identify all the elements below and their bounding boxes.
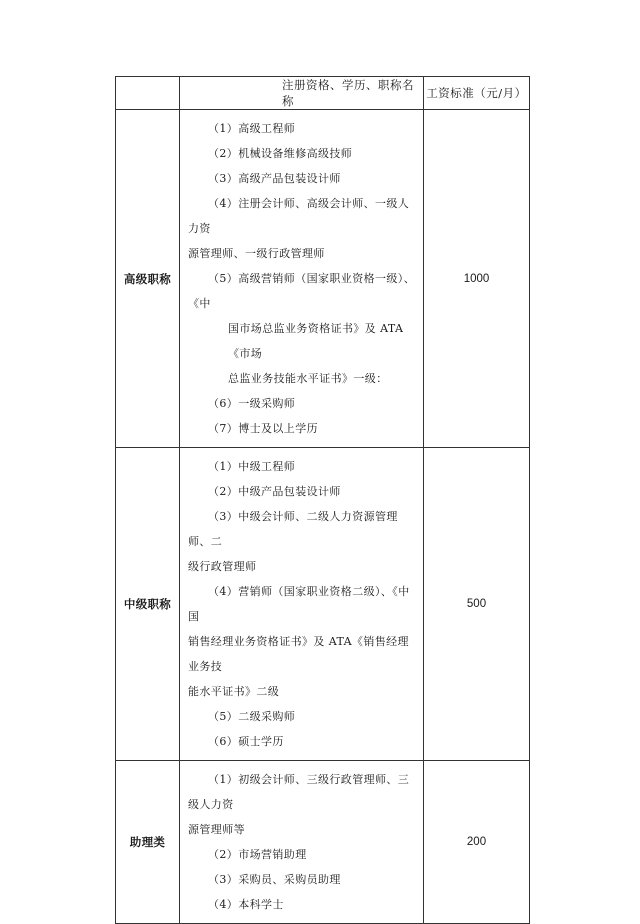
item-text-continued: 国市场总监业务资格证书》及 ATA《市场 — [228, 322, 404, 360]
table-header-row — [116, 77, 530, 110]
category-cell: 高级职称 — [116, 110, 180, 448]
item-text: （1）初级会计师、三级行政管理师、三级人力资 — [188, 773, 410, 811]
header-wage-cell: 工资标准（元/月） — [424, 77, 530, 110]
qualification-item — [188, 191, 417, 266]
qualification-item — [188, 767, 417, 842]
qualification-item — [188, 479, 417, 504]
item-text-continued: 总监业务技能水平证书》一级： — [228, 372, 388, 385]
item-text: （3）中级会计师、二级人力资源管理师、二 — [188, 510, 398, 548]
item-text: （4）营销师（国家职业资格二级）、《中国 — [188, 585, 410, 623]
item-text: （4）注册会计师、高级会计师、一级人力资 — [188, 197, 410, 235]
item-text: （6）一级采购师 — [208, 397, 296, 410]
qualification-item — [188, 504, 417, 579]
qualification-item — [188, 166, 417, 191]
item-text-continued: 源管理师、一级行政管理师 — [188, 247, 325, 260]
header-category-cell — [116, 77, 180, 110]
table-row-intermediate — [116, 448, 530, 761]
qualification-item — [188, 867, 417, 892]
qualification-item — [188, 704, 417, 729]
item-text-continued: 源管理师等 — [188, 823, 245, 836]
qualification-item — [188, 729, 417, 754]
qualification-item — [188, 266, 417, 391]
qualification-item — [188, 416, 417, 441]
item-text: （5）高级营销师（国家职业资格一级）、《中 — [188, 272, 416, 310]
qualification-item — [188, 391, 417, 416]
qualification-item — [188, 116, 417, 141]
wage-cell: 1000 — [424, 110, 530, 448]
qualification-item — [188, 141, 417, 166]
table-row-senior — [116, 110, 530, 448]
item-text-continued: 级行政管理师 — [188, 560, 257, 573]
wage-cell: 500 — [424, 448, 530, 761]
item-text: （2）市场营销助理 — [208, 848, 307, 861]
item-text: （7）博士及以上学历 — [208, 422, 318, 435]
item-text: （1）中级工程师 — [208, 460, 296, 473]
wage-standard-table — [115, 76, 530, 924]
item-text-continued: 销售经理业务资格证书》及 ATA《销售经理业务技 — [188, 635, 409, 673]
qualification-list — [180, 110, 424, 448]
item-text: （5）二级采购师 — [208, 710, 296, 723]
wage-cell: 200 — [424, 761, 530, 924]
table-row-assistant — [116, 761, 530, 924]
item-text: （2）中级产品包装设计师 — [208, 485, 341, 498]
item-text: （6）硕士学历 — [208, 735, 284, 748]
qualification-item — [188, 579, 417, 704]
qualification-list — [180, 761, 424, 924]
qualification-item — [188, 842, 417, 867]
category-cell: 助理类 — [116, 761, 180, 924]
qualification-list — [180, 448, 424, 761]
item-text: （3）高级产品包装设计师 — [208, 172, 341, 185]
qualification-item — [188, 892, 417, 917]
item-text: （1）高级工程师 — [208, 122, 296, 135]
item-text: （4）本科学士 — [208, 898, 284, 911]
header-qualification-cell: 注册资格、学历、职称名称 — [180, 77, 424, 110]
category-cell: 中级职称 — [116, 448, 180, 761]
qualification-item — [188, 454, 417, 479]
item-text: （3）采购员、采购员助理 — [208, 873, 341, 886]
item-text-continued: 能水平证书》二级 — [188, 685, 280, 698]
item-text: （2）机械设备维修高级技师 — [208, 147, 353, 160]
